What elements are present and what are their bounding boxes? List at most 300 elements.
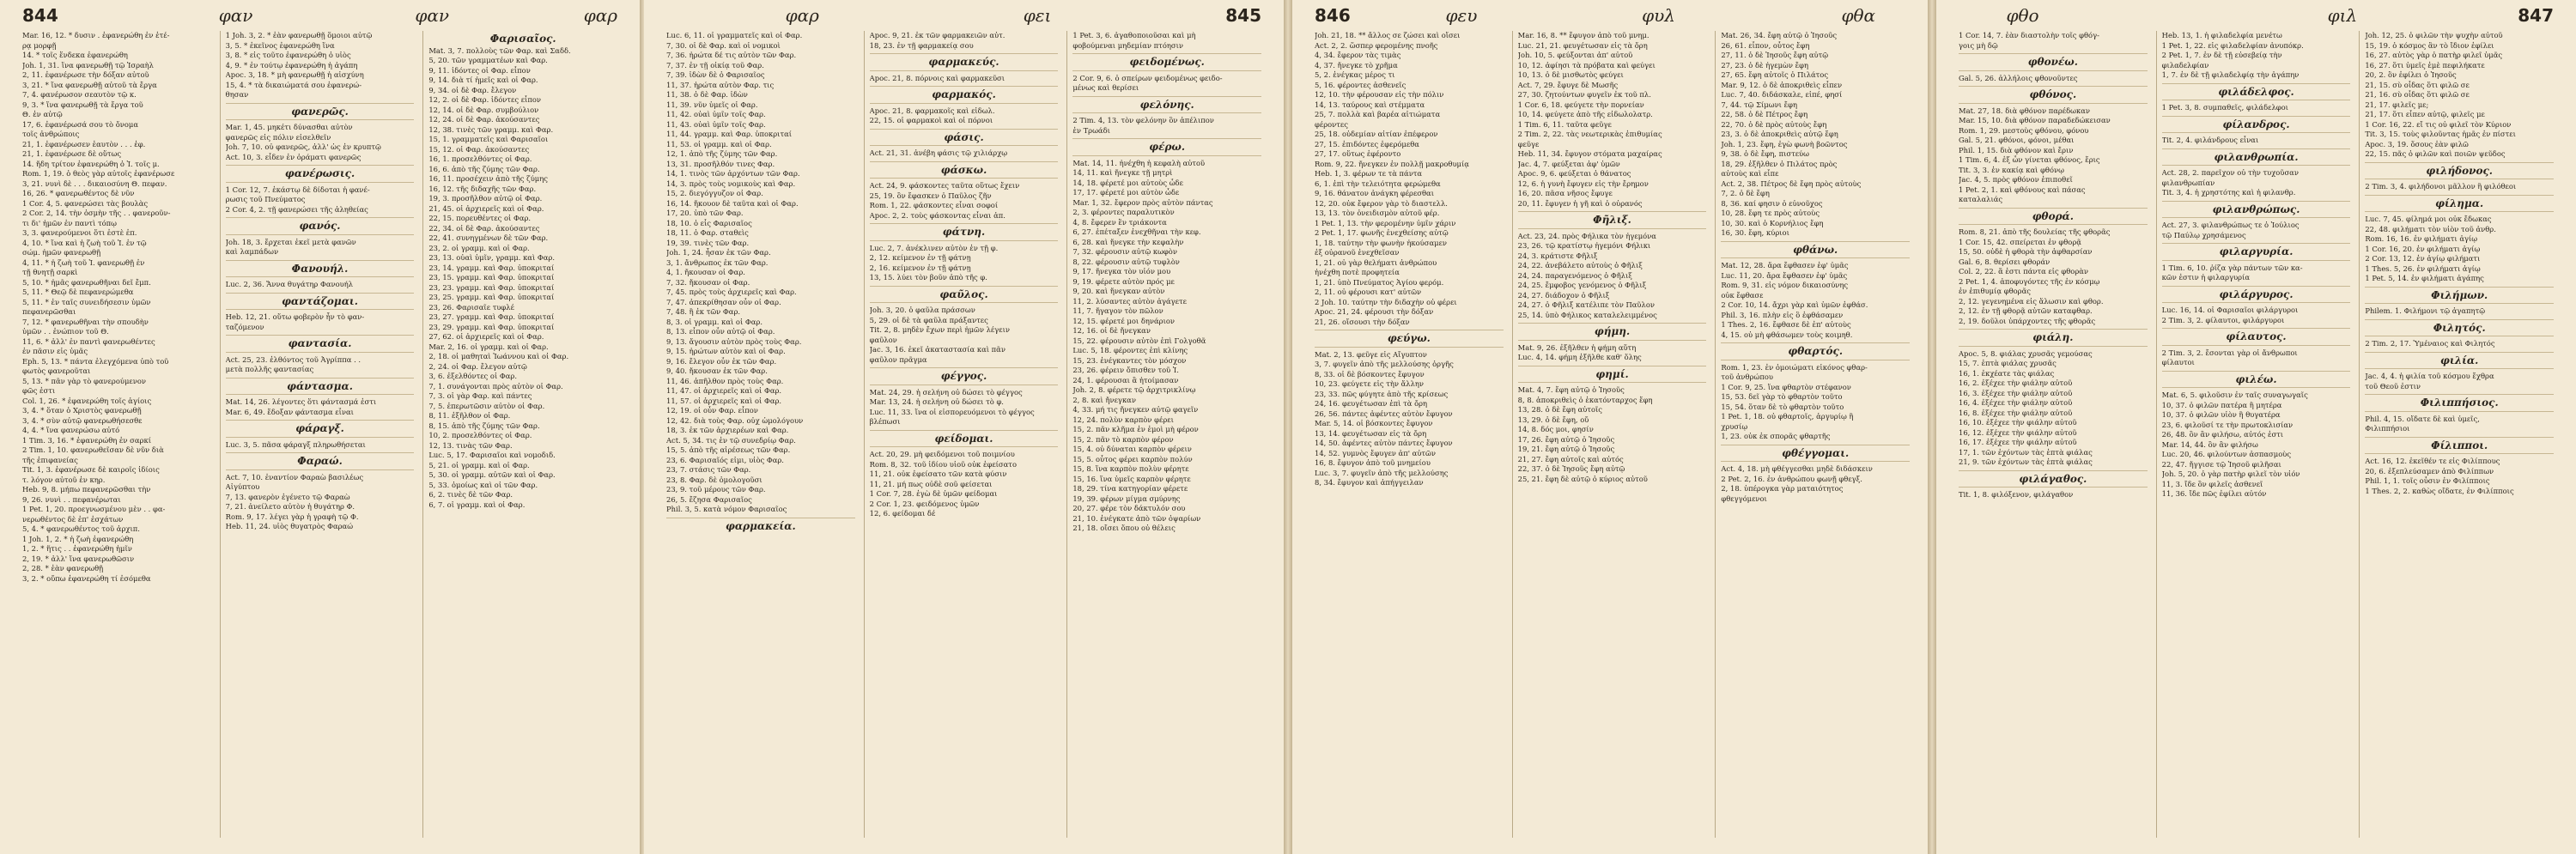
concordance-line: Act. 23, 24. πρὸς Φήλικα τὸν ἡγεμόνα — [1517, 231, 1656, 240]
concordance-line: 24, 24. παραγενόμενος ὁ Φῆλιξ — [1517, 270, 1632, 280]
concordance-line: 7, 3. οἱ γὰρ Φαρ. καὶ πάντες — [428, 391, 532, 400]
concordance-line: 1 Joh. 1, 2. * ἡ ζωὴ ἐφανερώθη — [22, 534, 134, 543]
text-column — [1315, 31, 1504, 838]
concordance-line: ὑμῶν . . ἐνώπιον τοῦ Θ. — [22, 327, 109, 336]
entry-separator — [226, 103, 415, 104]
headword: Φιλιππήσιος. — [2420, 397, 2499, 409]
concordance-line: Luc. 5, 18. φέροντες ἐπὶ κλίνης — [1072, 346, 1188, 354]
concordance-line: θησαν — [225, 90, 249, 99]
concordance-line: 11, 36. ἴδε πῶς ἐφίλει αὐτόν — [2161, 489, 2267, 498]
concordance-line: Luc. 3, 7. φυγεῖν ἀπὸ τῆς μελλούσης — [1315, 468, 1449, 477]
page-847 — [1936, 0, 2576, 854]
concordance-line: Mat. 14, 11. ἠνέχθη ἡ κεφαλὴ αὐτοῦ — [1072, 158, 1206, 167]
concordance-line: 17, 17. φέρετέ μοι αὐτὸν ὧδε — [1072, 188, 1180, 197]
concordance-line: Mat. 6, 5. φιλοῦσιν ἐν ταῖς συναγωγαῖς — [2161, 391, 2308, 399]
concordance-line: 22, 15. πορευθέντες οἱ Φαρ. — [428, 214, 532, 222]
concordance-line: 23, 27. γραμμ. καὶ Φαρ. ὑποκριταί — [428, 312, 555, 321]
concordance-line: 14, 50. ἀφέντες αὐτὸν πάντες ἔφυγον — [1315, 439, 1453, 447]
concordance-line: ρωσις τοῦ Πνεύματος — [225, 195, 306, 203]
concordance-line: 2 Pet. 1, 17. φωνῆς ἐνεχθείσης αὐτῷ — [1315, 228, 1449, 237]
concordance-line: 24, 27. διάδοχον ὁ Φῆλιξ — [1517, 290, 1610, 300]
concordance-line: 20, 6. ἐξεπλεύσαμεν ἀπὸ Φιλίππων — [2365, 466, 2494, 475]
headword: φιλάργυρος. — [2219, 288, 2293, 300]
concordance-line: 9, 15. ἠρώτων αὐτὸν καὶ οἱ Φαρ. — [666, 347, 786, 355]
headword: φθάνω. — [1793, 243, 1838, 256]
running-head-right: φθα — [1841, 5, 1875, 26]
concordance-line: Act. 4, 18. μὴ φθέγγεσθαι μηδὲ διδάσκειν — [1721, 464, 1873, 473]
concordance-line: 19, 39. τινὲς τῶν Φαρ. — [666, 238, 750, 247]
entry-separator — [226, 309, 415, 310]
concordance-line: 27, 15. ἐπιδόντες ἐφερόμεθα — [1315, 139, 1419, 148]
concordance-line: 16, 8. ἔφυγον ἀπὸ τοῦ μνημείου — [1315, 458, 1431, 467]
concordance-line: μένως καὶ θερίσει — [1072, 83, 1139, 92]
headword: φείδομαι. — [934, 432, 993, 445]
concordance-line: ταζόμενον — [225, 322, 264, 331]
concordance-line: 17, 26. ἔφη αὐτῷ ὁ Ἰησοῦς — [1517, 434, 1615, 444]
concordance-line: φαῦλον πρᾶγμα — [869, 354, 927, 364]
concordance-line: Rom. 1, 22. φάσκοντες εἶναι σοφοί — [869, 201, 999, 209]
text-column — [1959, 31, 2148, 838]
concordance-line: φανερῶς εἰς πόλιν εἰσελθεῖν — [225, 132, 331, 142]
concordance-line: 12, 2. οἱ δὲ Φαρ. ἰδόντες εἶπον — [428, 95, 541, 104]
entry-separator — [2365, 287, 2554, 288]
concordance-line: 12, 6. ἡ γυνὴ ἔφυγεν εἰς τὴν ἔρημον — [1517, 179, 1649, 188]
concordance-line: μετὰ πολλῆς φαντασίας — [225, 365, 314, 373]
concordance-line: Heb. 11, 24. υἱὸς θυγατρὸς Φαραώ — [225, 522, 354, 530]
concordance-line: Mar. 1, 32. ἔφερον πρὸς αὐτὸν πάντας — [1072, 197, 1213, 207]
concordance-line: 21, 10. ἐνέγκατε ἀπὸ τῶν ὀψαρίων — [1072, 513, 1201, 523]
concordance-line: Rom. 9, 17. λέγει γὰρ ἡ γραφὴ τῷ Φ. — [225, 512, 359, 521]
concordance-line: Act. 20, 29. μὴ φειδόμενοι τοῦ ποιμνίου — [869, 450, 1015, 458]
concordance-line: 16, 4. ἐξέχεε τὴν φιάλην αὐτοῦ — [1959, 398, 2073, 407]
concordance-line: 8, 11. ἐξῆλθον οἱ Φαρ. — [428, 411, 511, 420]
concordance-line: τοῦ ἀνθρώπου — [1721, 372, 1773, 381]
concordance-line: 7, 39. ἰδὼν δὲ ὁ Φαρισαῖος — [666, 70, 765, 79]
entry-separator — [1518, 323, 1707, 324]
concordance-line: Luc. 3, 5. πᾶσα φάραγξ πληρωθήσεται — [225, 439, 366, 449]
text-column — [2359, 31, 2554, 838]
concordance-line: 8, 8. ἀποκριθεὶς ὁ ἑκατόνταρχος ἔφη — [1517, 395, 1653, 404]
concordance-line: 12, 10. τὴν φέρουσαν εἰς τὴν πόλιν — [1315, 90, 1444, 99]
entry-separator — [870, 286, 1059, 287]
concordance-line: 4, 11. * ἡ ζωὴ τοῦ Ἰ. φανερωθῇ ἐν — [22, 257, 145, 267]
concordance-line: Act. 28, 2. παρεῖχον οὐ τὴν τυχοῦσαν — [2161, 168, 2299, 177]
concordance-line: αὐτοὺς καὶ εἶπε — [1721, 169, 1779, 178]
entry-separator — [870, 446, 1059, 447]
concordance-line: 19, 39. φέρων μίγμα σμύρνης — [1072, 494, 1181, 503]
concordance-line: 12, 20. οὐκ ἔφερον γὰρ τὸ διαστελλ. — [1315, 198, 1448, 208]
concordance-line: 2, 11. ἐφανέρωσε τὴν δόξαν αὐτοῦ — [22, 70, 149, 79]
entry-separator — [226, 469, 415, 470]
concordance-line: 2 Tim. 3, 2. ἔσονται γὰρ οἱ ἄνθρωποι — [2161, 348, 2298, 357]
entry-separator — [2162, 260, 2351, 261]
concordance-line: 11, 21. οὐκ ἐφείσατο τῶν κατὰ φύσιν — [869, 469, 1007, 478]
concordance-line: Jac. 4, 4. ἡ φιλία τοῦ κόσμου ἔχθρα — [2365, 372, 2494, 380]
concordance-line: 8, 15. ἀπὸ τῆς ζύμης τῶν Φαρ. — [428, 421, 540, 430]
entry-separator — [2365, 319, 2554, 320]
concordance-line: Act. 24, 9. φάσκοντες ταῦτα οὕτως ἔχειν — [869, 181, 1020, 190]
concordance-line: Mar. 15, 10. διὰ φθόνον παραδεδώκεισαν — [1959, 116, 2111, 124]
concordance-line: 26, 5. ἔζησα Φαρισαῖος — [666, 494, 752, 504]
concordance-line: 7, 1. συνάγονται πρὸς αὐτὸν οἱ Φαρ. — [428, 381, 563, 391]
concordance-line: 2, 19. * ἀλλ' ἵνα φανερωθῶσιν — [22, 554, 135, 563]
page-846 — [1292, 0, 1932, 854]
concordance-line: 7, 45. πρὸς τοὺς ἀρχιερεῖς καὶ Φαρ. — [666, 288, 797, 296]
concordance-line: καὶ λαμπάδων — [225, 247, 279, 256]
concordance-line: 21, 1. ἐφανέρωσεν ἑαυτὸν . . . ἐφ. — [22, 139, 146, 148]
concordance-line: 1 Cor. 15, 42. σπείρεται ἐν φθορᾷ — [1959, 237, 2081, 246]
headword: Φαρισαῖος. — [489, 33, 556, 45]
concordance-line: Joh. 10, 5. φεύξονται ἀπ' αὐτοῦ — [1517, 51, 1633, 59]
concordance-line: φῶς ἐστι — [22, 386, 56, 395]
concordance-line: Tit. 1, 8. φιλόξενον, φιλάγαθον — [1959, 490, 2074, 499]
concordance-line: 3, 4. * σὺν αὐτῷ φανερωθήσεσθε — [22, 415, 143, 425]
concordance-line: Apoc. 2, 2. τοὺς φάσκοντας εἶναι ἀπ. — [869, 210, 1005, 220]
concordance-line: 1 Cor. 7, 28. ἐγὼ δὲ ὑμῶν φείδομαι — [869, 489, 998, 498]
concordance-line: 11, 21. μή πως οὐδὲ σοῦ φείσεται — [869, 479, 993, 488]
headword: φανέρωσις. — [284, 167, 355, 179]
entry-separator — [2162, 286, 2351, 287]
concordance-line: Mat. 27, 18. διὰ φθόνον παρέδωκαν — [1959, 106, 2090, 115]
concordance-line: 7, 37. ἐν τῇ οἰκίᾳ τοῦ Φαρ. — [666, 60, 764, 70]
concordance-line: 25, 19. ὃν ἔφασκεν ὁ Παῦλος ζῆν — [869, 191, 992, 200]
concordance-line: 2 Joh. 10. ταύτην τὴν διδαχὴν οὐ φέρει — [1315, 297, 1457, 306]
headword: φελόνης. — [1139, 98, 1194, 111]
concordance-line: 6, 2. τινὲς δὲ τῶν Φαρ. — [428, 490, 513, 499]
entry-separator — [1959, 86, 2148, 87]
concordance-line: Col. 1, 26. * ἐφανερώθη τοῖς ἁγίοις — [22, 396, 152, 405]
concordance-line: 7, 5. ἐπερωτῶσιν αὐτὸν οἱ Φαρ. — [428, 401, 545, 410]
entry-separator — [226, 234, 415, 235]
concordance-line: 12, 24. πολὺν καρπὸν φέρει — [1072, 415, 1174, 424]
concordance-line: βλέπωσι — [869, 417, 901, 426]
concordance-line: 8, 36. καί φησιν ὁ εὐνοῦχος — [1721, 198, 1823, 208]
entry-separator — [226, 378, 415, 379]
concordance-line: 16, 8. ἐξέχεε τὴν φιάλην αὐτοῦ — [1959, 408, 2073, 417]
concordance-line: 12, 14. οἱ δὲ Φαρ. συμβούλιον — [428, 105, 539, 114]
concordance-line: 8, 22. φέρουσιν αὐτῷ τυφλὸν — [1072, 257, 1180, 266]
concordance-line: Act. 16, 12. ἐκεῖθέν τε εἰς Φιλίππους — [2365, 457, 2500, 465]
concordance-line: Luc. 20, 46. φιλούντων ἀσπασμοὺς — [2161, 450, 2292, 458]
concordance-line: 6, 28. καὶ ἤνεγκε τὴν κεφαλὴν — [1072, 237, 1184, 246]
entry-separator — [2162, 243, 2351, 244]
concordance-line: 9, 13. ἄγουσιν αὐτὸν πρὸς τοὺς Φαρ. — [666, 336, 802, 346]
concordance-line: 27, 62. οἱ ἀρχιερεῖς καὶ οἱ Φαρ. — [428, 332, 544, 341]
concordance-line: 9, 38. ὁ δὲ ἔφη, πιστεύω — [1721, 149, 1809, 158]
concordance-line: 23, 26. τῷ κρατίστῳ ἡγεμόνι Φήλικι — [1517, 241, 1651, 250]
concordance-line: 14, 3. πρὸς τοὺς νομικοὺς καὶ Φαρ. — [666, 179, 796, 188]
concordance-line: Mat. 4, 7. ἔφη αὐτῷ ὁ Ἰησοῦς — [1517, 385, 1625, 394]
concordance-line: τοῦ Θεοῦ ἐστιν — [2365, 381, 2421, 391]
headword: φθέγγομαι. — [1782, 446, 1850, 459]
concordance-line: Rom. 1, 19. ὁ θεὸς γὰρ αὐτοῖς ἐφανέρωσε — [22, 169, 175, 178]
concordance-line: φέροντες — [1315, 119, 1348, 129]
running-head-center: φυλ — [1642, 5, 1675, 26]
concordance-line: 2 Pet. 1, 4. ἀποφυγόντες τῆς ἐν κόσμῳ — [1959, 276, 2100, 286]
concordance-line: 27, 23. ὁ δὲ ἡγεμὼν ἔφη — [1721, 60, 1808, 70]
running-head-right: φει — [1023, 5, 1052, 26]
headword: φαρμακός. — [932, 88, 996, 100]
concordance-line: 12, 24. οἱ δὲ Φαρ. ἀκούσαντες — [428, 115, 540, 124]
concordance-line: Apoc. 9, 6. φεύξεται ὁ θάνατος — [1517, 169, 1631, 178]
concordance-line: 5, 2. ἐνέγκας μέρος τι — [1315, 70, 1395, 79]
headword: Φῆλιξ. — [1593, 214, 1631, 226]
concordance-line: 3, 4. * ὅταν ὁ Χριστὸς φανερωθῇ — [22, 406, 142, 415]
concordance-line: τῇ θνητῇ σαρκὶ — [22, 268, 78, 276]
headword: φεύγω. — [1387, 332, 1431, 344]
entry-separator — [1518, 382, 1707, 383]
concordance-line: 23, 26. Φαρισαῖε τυφλέ — [428, 302, 514, 312]
concordance-line: ἠνέχθη ποτὲ προφητεία — [1315, 268, 1400, 276]
concordance-line: 13, 14. φευγέτωσαν εἰς τὰ ὄρη — [1315, 428, 1427, 438]
concordance-line: 11, 37. ἠρώτα αὐτὸν Φαρ. τις — [666, 80, 775, 89]
entry-separator — [870, 302, 1059, 303]
concordance-line: Luc. 4, 14. φήμη ἐξῆλθε καθ' ὅλης — [1517, 353, 1642, 361]
concordance-line: Luc. 6, 11. οἱ γραμματεῖς καὶ οἱ Φαρ. — [666, 31, 803, 39]
concordance-line: 10, 13. ὁ δὲ μισθωτὸς φεύγει — [1517, 70, 1624, 79]
concordance-line: 10, 37. ὁ φιλῶν υἱὸν ἢ θυγατέρα — [2161, 410, 2281, 419]
concordance-line: 9, 3. * ἵνα φανερωθῇ τὰ ἔργα τοῦ — [22, 100, 143, 109]
concordance-line: Heb. 13, 1. ἡ φιλαδελφία μενέτω — [2161, 31, 2282, 39]
entry-separator — [2162, 217, 2351, 218]
concordance-line: 1 Thes. 2, 2. καθὼς οἴδατε, ἐν Φιλίπποις — [2365, 486, 2514, 495]
concordance-line: τῷ Παύλῳ χρησάμενος — [2161, 230, 2246, 239]
headword: φημί. — [1595, 367, 1629, 380]
concordance-line: 19, 3. προσῆλθον αὐτῷ οἱ Φαρ. — [428, 194, 543, 203]
concordance-line: Mar. 14, 44. ὃν ἂν φιλήσω — [2161, 439, 2258, 449]
concordance-line: 23, 9. τοῦ μέρους τῶν Φαρ. — [666, 485, 766, 494]
concordance-line: Phil. 1, 1. τοῖς οὖσιν ἐν Φιλίπποις — [2365, 476, 2490, 485]
concordance-line: 5, 11. * Θεῷ δὲ πεφανερώμεθα — [22, 288, 134, 296]
concordance-line: 1 Pet. 1, 20. προεγνωσμένου μὲν . . φα- — [22, 505, 166, 513]
concordance-line: 2 Tim. 2, 17. Ὑμέναιος καὶ Φιλητός — [2365, 339, 2495, 348]
concordance-line: Gal. 6, 8. θερίσει φθοράν — [1959, 257, 2050, 266]
headword: φάσκω. — [940, 163, 987, 176]
headword: φθαρτός. — [1788, 345, 1843, 357]
concordance-line: Rom. 16, 16. ἐν φιλήματι ἁγίῳ — [2365, 234, 2478, 243]
entry-separator — [870, 129, 1059, 130]
concordance-line: 12, 1. ἀπὸ τῆς ζύμης τῶν Φαρ. — [666, 149, 778, 158]
concordance-line: 22, 15. οἱ φαρμακοὶ καὶ οἱ πόρνοι — [869, 116, 993, 124]
running-head-left: φθο — [2006, 5, 2039, 26]
concordance-line: 1 Joh. 3, 2. * ἐὰν φανερωθῇ ὅμοιοι αὐτῷ — [225, 31, 373, 39]
concordance-line: 16, 12. ἐξέχεε τὴν φιάλην αὐτοῦ — [1959, 427, 2077, 437]
concordance-line: 21, 27. ἔφη αὐτοῖς καὶ αὐτός — [1517, 454, 1624, 463]
concordance-line: 14. ἤδη τρίτον ἐφανερώθη ὁ Ἰ. τοῖς μ. — [22, 159, 160, 168]
concordance-line: 16, 12. τῆς διδαχῆς τῶν Φαρ. — [428, 184, 537, 193]
concordance-line: 1 Pet. 1, 22. εἰς φιλαδελφίαν ἀνυπόκρ. — [2161, 40, 2304, 50]
concordance-line: Rom. 8, 21. ἀπὸ τῆς δουλείας τῆς φθορᾶς — [1959, 227, 2111, 236]
headword: φιάλη. — [2032, 331, 2074, 343]
concordance-line: 2, 16. κείμενον ἐν τῇ φάτνῃ — [869, 263, 971, 272]
concordance-line: 7, 36. ἠρώτα δέ τις αὐτὸν τῶν Φαρ. — [666, 51, 797, 59]
concordance-line: Luc. 5, 17. Φαρισαῖοι καὶ νομοδιδ. — [428, 451, 556, 459]
headword: φανός. — [299, 220, 341, 232]
concordance-line: 15, 23. ἐνέγκαντες τὸν μόσχον — [1072, 355, 1187, 365]
concordance-line: 21, 17. ὅτι εἶπεν αὐτῷ, φιλεῖς με — [2365, 110, 2485, 118]
entry-separator — [1959, 329, 2148, 330]
headword: φθορά. — [2032, 209, 2074, 222]
concordance-line: Rom. 1, 29. μεστοὺς φθόνου, φόνου — [1959, 125, 2089, 135]
concordance-line: 3, 7. φυγεῖν ἀπὸ τῆς μελλούσης ὀργῆς — [1315, 360, 1454, 368]
text-column — [1512, 31, 1707, 838]
concordance-line: Mat. 14, 26. λέγοντες ὅτι φάντασμά ἐστι — [225, 397, 377, 406]
entry-separator — [226, 276, 415, 277]
concordance-line: 2, 12. κείμενον ἐν τῇ φάτνῃ — [869, 253, 971, 262]
concordance-line: Apoc. 21, 8. φαρμακοῖς καὶ εἰδωλ. — [869, 106, 995, 115]
page-844 — [0, 0, 640, 854]
running-head-left: φευ — [1445, 5, 1478, 26]
concordance-line: τῆς ἐπιφανείας — [22, 455, 78, 464]
concordance-line: Act. 2, 2. ὥσπερ φερομένης πνοῆς — [1315, 40, 1438, 50]
text-column — [22, 31, 211, 838]
running-head-left: φαν — [218, 5, 253, 26]
concordance-line: Act. 25, 23. ἐλθόντος τοῦ Ἀγρίππα . . — [225, 354, 361, 364]
concordance-line: 9, 34. οἱ δὲ Φαρ. ἔλεγον — [428, 85, 517, 94]
concordance-line: 16, 3. ἐξέχεε τὴν φιάλην αὐτοῦ — [1959, 388, 2073, 397]
concordance-line: 27, 30. ζητούντων φυγεῖν ἐκ τοῦ πλ. — [1517, 90, 1651, 99]
concordance-line: 20, 11. ἔφυγεν ἡ γῆ καὶ ὁ οὐρανός — [1517, 198, 1643, 208]
entry-separator — [1959, 208, 2148, 209]
concordance-line: 25, 18. οὐδεμίαν αἰτίαν ἐπέφερον — [1315, 130, 1438, 138]
headword: φίλανδρος. — [2222, 118, 2290, 130]
concordance-line: Rom. 8, 32. τοῦ ἰδίου υἱοῦ οὐκ ἐφείσατο — [869, 459, 1017, 469]
concordance-line: Rom. 1, 23. ἐν ὁμοιώματι εἰκόνος φθαρ- — [1721, 362, 1868, 372]
concordance-line: Tit. 2, 8. μηδὲν ἔχων περὶ ἡμῶν λέγειν — [869, 325, 1010, 334]
concordance-line: 5, 13. * πᾶν γὰρ τὸ φανερούμενον — [22, 376, 146, 385]
entry-separator — [226, 182, 415, 183]
page-columns — [1959, 31, 2554, 838]
concordance-line: 11, 46. ἀπῆλθον πρὸς τοὺς Φαρ. — [666, 376, 784, 385]
headword: φθονέω. — [2027, 56, 2078, 68]
concordance-line: 10, 37. ὁ φιλῶν πατέρα ἢ μητέρα — [2161, 400, 2282, 409]
concordance-line: 21, 45. οἱ ἀρχιερεῖς καὶ οἱ Φαρ. — [428, 203, 544, 213]
concordance-line: 9, 17. ἤνεγκα τὸν υἱόν μου — [1072, 267, 1171, 276]
entry-separator — [2365, 352, 2554, 353]
concordance-line: Mat. 26, 34. ἔφη αὐτῷ ὁ Ἰησοῦς — [1721, 31, 1838, 39]
concordance-line: 11, 6. * ἀλλ' ἐν παντὶ φανερωθέντες — [22, 336, 155, 346]
concordance-line: Joh. 2, 8. φέρετε τῷ ἀρχιτρικλίνῳ — [1072, 385, 1196, 394]
concordance-line: 1 Pet. 1, 13. τὴν φερομένην ὑμῖν χάριν — [1315, 218, 1456, 227]
concordance-line: 5, 29. οἱ δὲ τὰ φαῦλα πράξαντες — [869, 315, 988, 324]
concordance-line: οὐκ ἔφθασε — [1721, 290, 1764, 300]
concordance-line: Jac. 3, 16. ἐκεῖ ἀκαταστασία καὶ πᾶν — [869, 345, 1005, 354]
page-header — [1315, 5, 1910, 27]
concordance-line: 7, 48. ἢ ἐκ τῶν Φαρ. — [666, 307, 741, 316]
concordance-line: 3, 5. * ἐκεῖνος ἐφανερώθη ἵνα — [225, 40, 335, 50]
concordance-line: 4, 8. ἔφερεν ἓν τριάκοντα — [1072, 217, 1167, 227]
running-head-right: φιλ — [2327, 5, 2358, 26]
concordance-line: Joh. 1, 31. ἵνα φανερωθῇ τῷ Ἰσραὴλ — [22, 60, 154, 70]
concordance-line: Tit. 2, 4. φιλάνδρους εἶναι — [2161, 136, 2259, 144]
concordance-line: Mat. 2, 13. φεῦγε εἰς Αἴγυπτον — [1315, 349, 1427, 359]
concordance-line: 9, 19. φέρετε αὐτὸν πρός με — [1072, 276, 1175, 286]
headword: Φιλητός. — [2433, 321, 2486, 334]
entry-separator — [870, 240, 1059, 241]
concordance-line: Tit. 1, 3. ἐφανέρωσε δὲ καιροῖς ἰδίοις — [22, 465, 160, 474]
concordance-line: 4, 1. ἤκουσαν οἱ Φαρ. — [666, 268, 745, 276]
concordance-line: Apoc. 3, 18. * μὴ φανερωθῇ ἡ αἰσχύνη — [225, 70, 364, 79]
concordance-line: 2, 3. φέροντες παραλυτικὸν — [1072, 208, 1175, 216]
concordance-line: φίλαυτοι — [2161, 358, 2195, 366]
concordance-line: 1 Tim. 6, 10. ῥίζα γὰρ πάντων τῶν κα- — [2161, 263, 2303, 272]
concordance-line: φωτὸς φανεροῦται — [22, 366, 91, 375]
concordance-line: 2, 11. οὐ φέρουσι κατ' αὐτῶν — [1315, 288, 1422, 296]
entry-separator — [2162, 328, 2351, 329]
headword: φάτνη. — [942, 226, 986, 238]
entry-separator — [870, 161, 1059, 162]
concordance-line: 12, 6. φείδομαι δέ — [869, 509, 936, 518]
concordance-line: Joh. 1, 23. ἔφη, ἐγὼ φωνὴ βοῶντος — [1721, 139, 1848, 148]
concordance-line: 9, 11. ἰδόντες οἱ Φαρ. εἶπον — [428, 65, 531, 75]
concordance-line: 15, 19. ὁ κόσμος ἂν τὸ ἴδιον ἐφίλει — [2365, 40, 2494, 50]
concordance-line: 27, 11. ὁ δὲ Ἰησοῦς ἔφη αὐτῷ — [1721, 51, 1829, 59]
concordance-line: 13, 29. ὁ δὲ ἔφη, οὔ — [1517, 415, 1589, 424]
concordance-line: 15, 2. διεγόγγυζον οἱ Φαρ. — [666, 189, 763, 197]
concordance-line: Mat. 24, 29. ἡ σελήνη οὐ δώσει τὸ φέγγος — [869, 387, 1023, 397]
concordance-line: Phil. 1, 15. διὰ φθόνον καὶ ἔριν — [1959, 145, 2074, 154]
concordance-line: ἐξ οὐρανοῦ ἐνεχθεῖσαν — [1315, 248, 1400, 257]
entry-separator — [2162, 387, 2351, 388]
concordance-line: 20, 2. ὃν ἐφίλει ὁ Ἰησοῦς — [2365, 70, 2457, 79]
concordance-line: 3, 1. ἄνθρωπος ἐκ τῶν Φαρ. — [666, 257, 769, 267]
entry-separator — [2162, 302, 2351, 303]
concordance-line: κῶν ἐστιν ἡ φιλαργυρία — [2161, 273, 2251, 282]
concordance-line: 16, 1. ἐκχέατε τὰς φιάλας — [1959, 368, 2055, 378]
concordance-line: 2 Tim. 2, 22. τὰς νεωτερικὰς ἐπιθυμίας — [1517, 130, 1662, 138]
concordance-line: 8, 34. ἔφυγον καὶ ἀπήγγειλαν — [1315, 478, 1424, 487]
concordance-line: 9, 26. νυνὶ . . πεφανέρωται — [22, 494, 121, 504]
concordance-line: Joh. 12, 25. ὁ φιλῶν τὴν ψυχὴν αὐτοῦ — [2365, 31, 2503, 39]
concordance-line: 2, 24. οἱ Φαρ. ἔλεγον αὐτῷ — [428, 361, 527, 371]
entry-separator — [1721, 461, 1910, 462]
running-head-left: φαρ — [785, 5, 819, 26]
concordance-line: 5, 11. * ἐν ταῖς συνειδήσεσιν ὑμῶν — [22, 297, 151, 306]
concordance-line: 26, 61. εἶπον, οὗτος ἔφη — [1721, 40, 1810, 50]
concordance-line: 7, 44. τῷ Σίμωνι ἔφη — [1721, 100, 1797, 109]
concordance-line: Philem. 1. Φιλήμονι τῷ ἀγαπητῷ — [2365, 306, 2486, 315]
entry-separator — [2162, 201, 2351, 202]
headword: φαρμακεία. — [726, 519, 796, 532]
concordance-line: 1 Cor. 6, 18. φεύγετε τὴν πορνείαν — [1517, 100, 1644, 109]
concordance-line: 13, 31. προσῆλθόν τινες Φαρ. — [666, 159, 775, 168]
entry-separator — [870, 430, 1059, 431]
concordance-line: 6, 7. οἱ γραμμ. καὶ οἱ Φαρ. — [428, 500, 526, 509]
headword: φιλήδονος. — [2426, 164, 2493, 177]
concordance-line: 13, 28. ὁ δὲ ἔφη αὐτοῖς — [1517, 405, 1602, 414]
page-columns — [666, 31, 1261, 838]
concordance-line: 12, 15. φέρετέ μοι δηνάριον — [1072, 316, 1175, 325]
headword: φέρω. — [1149, 141, 1186, 153]
concordance-line: 22, 15. πᾶς ὁ φιλῶν καὶ ποιῶν ψεῦδος — [2365, 149, 2506, 158]
headword: Φίλιπποι. — [2431, 439, 2488, 451]
concordance-line: 16, 11. προσέχειν ἀπὸ τῆς ζύμης — [428, 174, 548, 183]
concordance-line: 4, 37. ἤνεγκε τὸ χρῆμα — [1315, 60, 1398, 70]
concordance-line: 4, 34. ἔφερον τὰς τιμὰς — [1315, 51, 1401, 59]
entry-separator — [870, 178, 1059, 179]
concordance-line: Act. 7, 10. ἐναντίον Φαραὼ βασιλέως — [225, 472, 364, 482]
concordance-line: 18, 29. ἐξῆλθεν ὁ Πιλάτος πρὸς — [1721, 159, 1838, 168]
concordance-line: 5, 16. φέροντες ἀσθενεῖς — [1315, 80, 1406, 89]
concordance-line: 14, 11. καὶ ἤνεγκε τῇ μητρὶ — [1072, 168, 1173, 177]
entry-separator — [1721, 257, 1910, 258]
concordance-line: 5, 21. οἱ γραμμ. καὶ οἱ Φαρ. — [428, 460, 530, 469]
concordance-line: Luc. 11, 20. ἄρα ἔφθασεν ἐφ' ὑμᾶς — [1721, 270, 1848, 280]
concordance-line: 2, 12. ἐν τῇ φθορᾷ αὐτῶν καταφθαρ. — [1959, 306, 2093, 315]
concordance-line: Apoc. 21, 8. πόρνοις καὶ φαρμακεῦσι — [869, 73, 1005, 82]
concordance-line: 2 Pet. 2, 16. ἐν ἀνθρώπου φωνῇ φθεγξ. — [1721, 474, 1862, 483]
headword: Φιλήμων. — [2431, 288, 2488, 301]
